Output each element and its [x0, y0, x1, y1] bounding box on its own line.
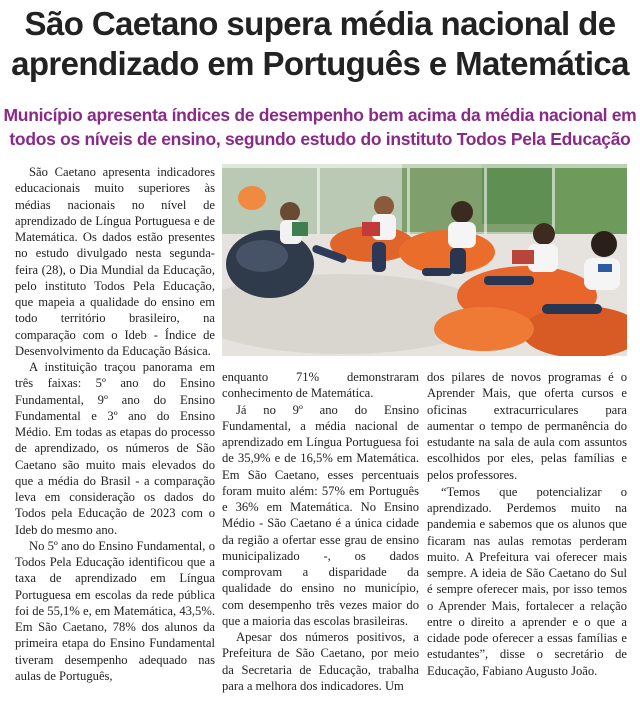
paragraph: enquanto 71% demonstraram conhecimento de Matemática.	[222, 370, 419, 401]
subheadline: Município apresenta índices de desempenho bem acima da média nacional em todos os níveis de ensino, segundo estudo do instituto Todos Pela Educação	[3, 105, 637, 149]
text-column-2	[222, 369, 419, 694]
quote-paragraph: “Temos que potencializar o aprendizado. Perdemos muito na pandemia e sabemos que os alunos que ficaram nas aulas remotas perderam muito. A Prefeitura vai oferecer mais sempre. A ideia de São Caetano do Sul é sempre oferecer mais, por isso temos o Aprender Mais, fortalecer a relação entre o direito a aprender e o que a cidade pode oferecer a essas famílias e estudantes”, disse o secretário de Educação, Fabiano Augusto João.	[427, 484, 627, 678]
paragraph: A instituição traçou panorama em três faixas: 5º ano do Ensino Fundamental, 9º ano do Ensino Fundamental e 3º ano do Ensino Médio. Em todas as etapas do processo de aprendizado, os números de São Caetano são muito mais elevados do que a média do Brasil - a comparação leva em consideração os dados do Todos pela Educação de 2023 com o Ideb do mesmo ano.	[15, 360, 215, 537]
paragraph: dos pilares de novos programas é o Aprender Mais, que oferta cursos e oficinas extracurriculares para aumentar o tempo de permanência do estudante na sala de aula com assuntos escolhidos por eles, pelas famílias e pelos professores.	[427, 370, 627, 482]
paragraph: No 5º ano do Ensino Fundamental, o Todos Pela Educação identificou que a taxa de aprendizado em Língua Portuguesa em escolas da rede pública foi de 55,1% e, em Matemática, 43,5%. Em São Caetano, 78% dos alunos da primeira etapa do Ensino Fundamental tiveram desempenho adequado nas aulas de Português,	[15, 538, 215, 683]
text-column-3	[427, 369, 627, 679]
article-photo	[222, 164, 627, 356]
paragraph: Apesar dos números positivos, a Prefeitura de São Caetano, por meio da Secretaria de Educação, trabalha para a melhora dos indicadores. Um	[222, 630, 419, 693]
paragraph: Já no 9º ano do Ensino Fundamental, a média nacional de aprendizado em Língua Portuguesa foi de 35,9% e de 16,5% em Matemática. Em São Caetano, esses percentuais foram muito além: 57% em Português e 36% em Matemática. No Ensino Médio - São Caetano é a única cidade da região a ofertar esse grau de ensino municipalizado -, os dados comprovam a disparidade da qualidade do ensino no município, com desempenho três vezes maior do que a maioria das escolas brasileiras.	[222, 402, 419, 628]
paragraph: São Caetano apresenta indicadores educacionais muito superiores às médias nacionais no nível de aprendizado de Língua Portuguesa e de Matemática. Os dados estão presentes no estudo divulgado nesta segunda-feira (28), o Dia Mundial da Educação, pelo instituto Todos Pela Educação, que mapeia a qualidade do ensino em todo território brasileiro, na comparação com o Ideb - Índice de Desenvolvimento da Educação Básica.	[15, 165, 215, 358]
headline: São Caetano supera média nacional de aprendizado em Português e Matemática	[11, 5, 629, 82]
text-column-1	[15, 164, 215, 684]
